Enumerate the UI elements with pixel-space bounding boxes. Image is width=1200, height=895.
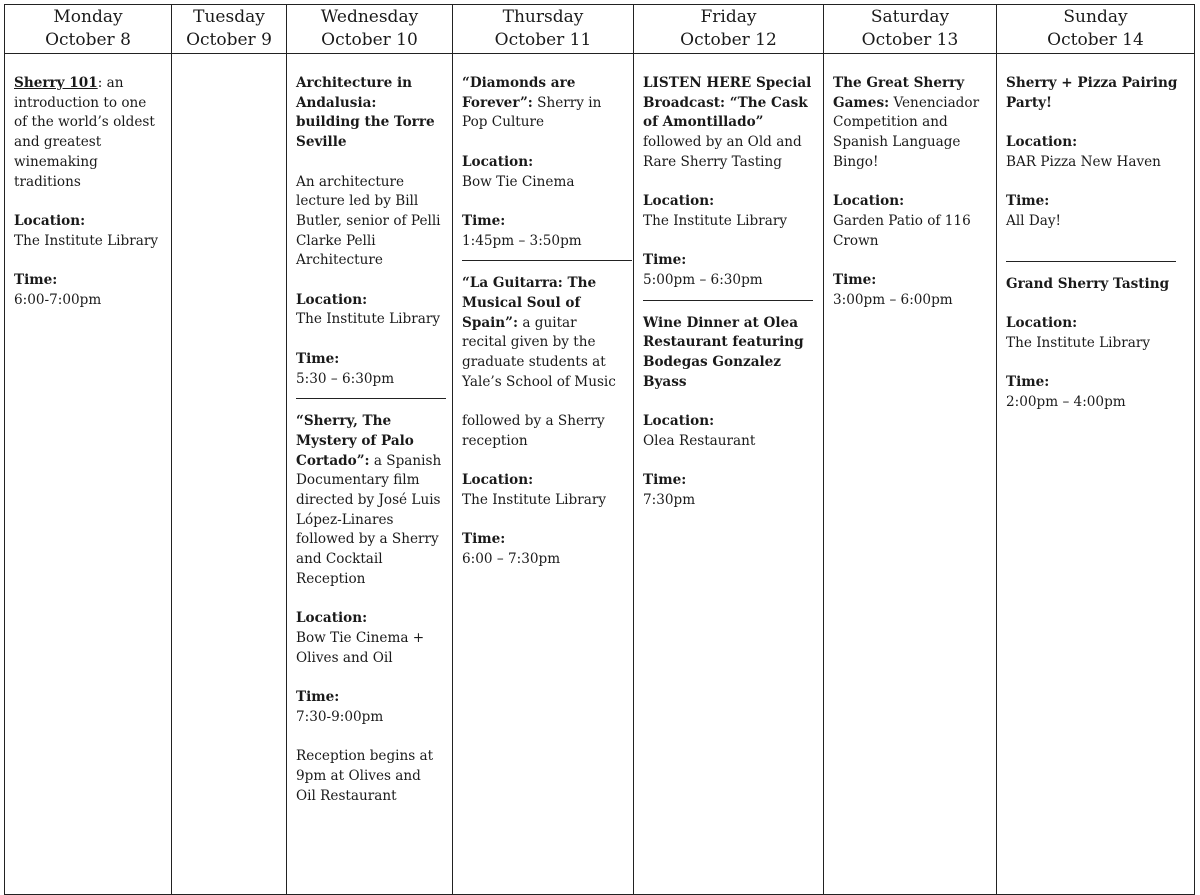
location-label: Location: bbox=[833, 193, 905, 210]
weekday: Monday bbox=[53, 7, 123, 27]
location-label: Location: bbox=[462, 472, 534, 489]
location-label: Location: bbox=[1006, 314, 1078, 331]
weekday: Friday bbox=[700, 7, 757, 27]
weekday: Sunday bbox=[1063, 7, 1128, 27]
weekday: Saturday bbox=[870, 7, 950, 27]
event-title: Sherry + Pizza Pairing Party! bbox=[1006, 75, 1178, 111]
event-location: The Institute Library bbox=[1006, 334, 1151, 351]
event-time: 5:00pm – 6:30pm bbox=[643, 272, 763, 288]
event-time: 5:30 – 6:30pm bbox=[296, 370, 395, 387]
time-label: Time: bbox=[462, 212, 506, 229]
event-description bbox=[643, 74, 815, 173]
event-description bbox=[833, 74, 988, 173]
event-time: 3:00pm – 6:00pm bbox=[833, 291, 953, 308]
time-label: Time: bbox=[14, 272, 58, 288]
header-row bbox=[5, 5, 1195, 54]
event-location: Garden Patio of 116 Crown bbox=[833, 212, 971, 249]
day-header-tuesday bbox=[172, 5, 287, 54]
location-label: Location: bbox=[462, 153, 534, 170]
event-location: The Institute Library bbox=[462, 492, 607, 508]
event-title: Wine Dinner at Olea Restaurant featuring Bodegas Gonzalez Byass bbox=[643, 314, 804, 390]
date: October 11 bbox=[494, 30, 592, 50]
event-description bbox=[462, 74, 625, 133]
day-header-friday bbox=[634, 5, 824, 54]
event-time: 7:30pm bbox=[643, 492, 696, 508]
event-divider bbox=[643, 300, 813, 301]
event-divider bbox=[462, 260, 632, 261]
event-title: “La Guitarra: The Musical Soul of Spain”: bbox=[462, 275, 597, 331]
day-cell-tuesday bbox=[172, 54, 287, 895]
event-divider bbox=[1006, 261, 1176, 262]
event-description bbox=[462, 274, 625, 392]
time-label: Time: bbox=[462, 531, 506, 548]
time-label: Time: bbox=[296, 689, 340, 706]
event-desc: An architecture lecture led by Bill Butler, senior of Pelli Clarke Pelli Architecture bbox=[296, 173, 441, 269]
day-cell-thursday bbox=[453, 54, 634, 895]
event-desc: followed by an Old and Rare Sherry Tasting bbox=[643, 134, 802, 170]
day-header-monday bbox=[5, 5, 172, 54]
location-label: Location: bbox=[643, 413, 715, 430]
event-desc: Sherry in Pop Culture bbox=[462, 94, 602, 131]
events-row bbox=[5, 54, 1195, 895]
time-label: Time: bbox=[296, 350, 340, 367]
date: October 12 bbox=[680, 30, 777, 50]
time-label: Time: bbox=[833, 272, 877, 288]
day-cell-saturday bbox=[824, 54, 997, 895]
date: October 14 bbox=[1047, 30, 1144, 50]
event-desc: Venenciador Competition and Spanish Language Bingo! bbox=[833, 94, 980, 170]
event-desc: a Spanish Documentary film directed by José Luis López-Linares followed by a Sherry and Cocktail Reception bbox=[296, 452, 442, 587]
location-label: Location: bbox=[296, 291, 368, 308]
event-location: The Institute Library bbox=[296, 311, 441, 328]
event-location: The Institute Library bbox=[643, 212, 788, 229]
event-note: followed by a Sherry reception bbox=[462, 413, 605, 449]
weekday: Wednesday bbox=[320, 7, 419, 27]
weekly-schedule-table bbox=[4, 4, 1195, 895]
event-time: 7:30-9:00pm bbox=[296, 708, 384, 725]
event-title: LISTEN HERE Special Broadcast: “The Cask of Amontillado” bbox=[643, 75, 812, 131]
event-title: The Great Sherry Games: bbox=[833, 75, 965, 111]
event-location: BAR Pizza New Haven bbox=[1006, 153, 1161, 170]
day-header-wednesday bbox=[287, 5, 453, 54]
location-label: Location: bbox=[14, 212, 86, 229]
event-description bbox=[14, 74, 163, 192]
event-location: The Institute Library bbox=[14, 232, 159, 249]
event-title: Grand Sherry Tasting bbox=[1006, 275, 1170, 292]
event-location: Olea Restaurant bbox=[643, 432, 756, 449]
day-header-thursday bbox=[453, 5, 634, 54]
location-label: Location: bbox=[1006, 134, 1078, 151]
date: October 10 bbox=[321, 30, 418, 50]
day-cell-monday bbox=[5, 54, 172, 895]
event-title: Architecture in Andalusia: building the Torre Seville bbox=[296, 75, 435, 151]
location-label: Location: bbox=[296, 610, 368, 627]
event-time: 6:00 – 7:30pm bbox=[462, 551, 561, 568]
day-header-sunday bbox=[997, 5, 1195, 54]
event-divider bbox=[296, 398, 446, 399]
day-cell-wednesday bbox=[287, 54, 453, 895]
day-cell-friday bbox=[634, 54, 824, 895]
event-description bbox=[296, 412, 444, 589]
event-time: 2:00pm – 4:00pm bbox=[1006, 393, 1126, 410]
event-title: “Diamonds are Forever”: bbox=[462, 75, 576, 111]
day-cell-sunday bbox=[997, 54, 1195, 895]
time-label: Time: bbox=[643, 252, 687, 269]
event-note: Reception begins at 9pm at Olives and Oil Restaurant bbox=[296, 748, 434, 804]
event-location: Bow Tie Cinema bbox=[462, 173, 575, 190]
date: October 8 bbox=[45, 30, 131, 50]
event-location: Bow Tie Cinema + Olives and Oil bbox=[296, 629, 425, 666]
weekday: Thursday bbox=[502, 7, 584, 27]
date: October 9 bbox=[186, 30, 272, 50]
event-time: 6:00-7:00pm bbox=[14, 291, 102, 308]
event-title: “Sherry, The Mystery of Palo Cortado”: bbox=[296, 413, 414, 469]
date: October 13 bbox=[861, 30, 959, 50]
time-label: Time: bbox=[1006, 193, 1050, 210]
day-header-saturday bbox=[824, 5, 997, 54]
weekday: Tuesday bbox=[193, 7, 265, 27]
time-label: Time: bbox=[1006, 374, 1050, 391]
event-desc: a guitar recital given by the graduate students at Yale’s School of Music bbox=[462, 314, 616, 390]
event-title: Sherry 101 bbox=[14, 75, 98, 91]
event-desc: : an introduction to one of the world’s oldest and greatest winemaking traditions bbox=[14, 75, 155, 190]
event-time: All Day! bbox=[1006, 212, 1061, 229]
location-label: Location: bbox=[643, 193, 715, 210]
event-time: 1:45pm – 3:50pm bbox=[462, 232, 582, 249]
time-label: Time: bbox=[643, 472, 687, 489]
